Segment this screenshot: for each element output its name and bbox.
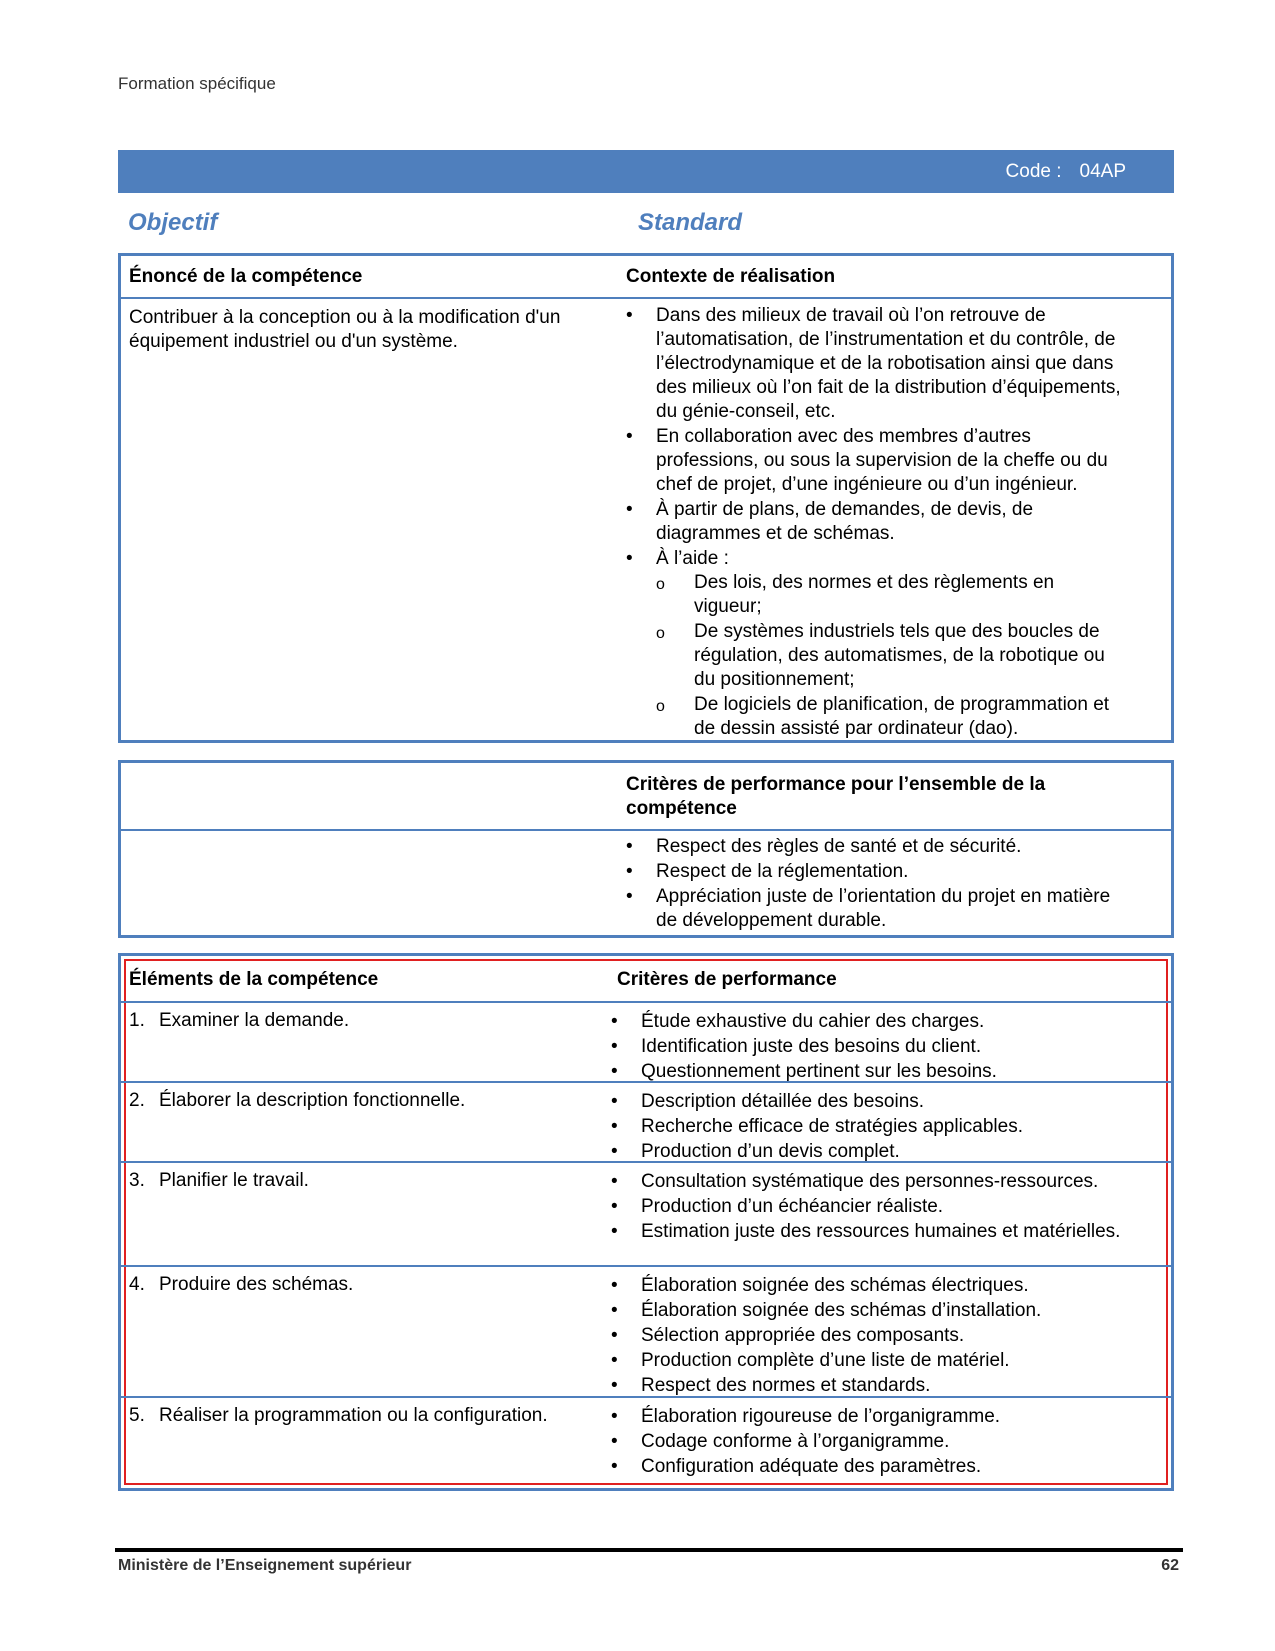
list-item: • Consultation systématique des personnes-ressources. — [611, 1170, 1131, 1194]
footer-ministry: Ministère de l’Enseignement supérieur — [118, 1557, 412, 1574]
enonce-header: Énoncé de la compétence — [129, 266, 363, 287]
criteria-list — [611, 1274, 1131, 1399]
list-item: • Sélection appropriée des composants. — [611, 1324, 1131, 1348]
objectif-title: Objectif — [128, 209, 218, 236]
list-item: • Recherche efficace de stratégies applicables. — [611, 1115, 1131, 1139]
list-item: • Élaboration rigoureuse de l’organigramme. — [611, 1405, 1131, 1429]
elements-table — [118, 953, 1174, 1491]
elements-header: Éléments de la compétence — [129, 969, 379, 990]
criteres-ensemble-header: Critères de performance pour l’ensemble de la compétence — [626, 774, 1046, 819]
criteres-header: Critères de performance — [617, 969, 837, 990]
list-item: • Production d’un devis complet. — [611, 1140, 1131, 1164]
list-item: • Respect de la réglementation. — [626, 860, 1126, 884]
competence-table — [118, 253, 1174, 743]
list-item: • Respect des normes et standards. — [611, 1374, 1131, 1398]
list-item: • Estimation juste des ressources humaines et matérielles. — [611, 1220, 1131, 1244]
list-item: • Identification juste des besoins du client. — [611, 1035, 1131, 1059]
footer-rule — [115, 1548, 1183, 1552]
contexte-list — [626, 304, 1126, 742]
list-item: • Étude exhaustive du cahier des charges. — [611, 1010, 1131, 1034]
criteria-list — [611, 1010, 1131, 1085]
code-value: 04AP — [1079, 160, 1126, 182]
list-item: • À partir de plans, de demandes, de devis, de diagrammes et de schémas. — [626, 498, 1126, 546]
table1-divider — [121, 297, 1171, 299]
table3-divider — [121, 1001, 1171, 1003]
criteria-list — [611, 1170, 1131, 1245]
row-divider — [121, 1265, 1171, 1267]
list-item: • Description détaillée des besoins. — [611, 1090, 1131, 1114]
page-header: Formation spécifique — [118, 74, 276, 93]
sub-list-item: o Des lois, des normes et des règlements en vigueur; — [656, 571, 1126, 619]
sub-list-item: o De logiciels de planification, de programmation et de dessin assisté par ordinateur (dao). — [656, 693, 1126, 741]
row-divider — [121, 1161, 1171, 1163]
list-item — [626, 547, 1126, 741]
standard-title: Standard — [638, 209, 743, 236]
element-label: 5. Réaliser la programmation ou la configuration. — [129, 1405, 548, 1426]
aide-list — [656, 571, 1126, 741]
criteria-list — [611, 1090, 1131, 1165]
element-label: 3. Planifier le travail. — [129, 1170, 309, 1191]
list-item: • Questionnement pertinent sur les besoins. — [611, 1060, 1131, 1084]
section-titles — [128, 209, 743, 237]
list-item: • Production complète d’une liste de matériel. — [611, 1349, 1131, 1373]
list-item: • Élaboration soignée des schémas électriques. — [611, 1274, 1131, 1298]
element-label: 1. Examiner la demande. — [129, 1010, 350, 1031]
list-item: • Élaboration soignée des schémas d’installation. — [611, 1299, 1131, 1323]
contexte-header: Contexte de réalisation — [626, 266, 836, 287]
list-item: • Respect des règles de santé et de sécurité. — [626, 835, 1126, 859]
list-item: • En collaboration avec des membres d’autres professions, ou sous la supervision de la cheffe ou du chef de projet, d’une ingénieure ou d’un ingénieur. — [626, 425, 1126, 497]
list-item: • Dans des milieux de travail où l’on retrouve de l’automatisation, de l’instrumentation et du contrôle, de l’électrodynamique et de la robotisation ainsi que dans des milieux où l’on fait de la distribution d’équipements, du génie-conseil, etc. — [626, 304, 1126, 424]
list-item: • Codage conforme à l’organigramme. — [611, 1430, 1131, 1454]
list-item: • Appréciation juste de l’orientation du projet en matière de développement durable. — [626, 885, 1126, 933]
aide-label: À l’aide : — [656, 548, 729, 569]
element-label: 2. Élaborer la description fonctionnelle. — [129, 1090, 466, 1111]
code-banner — [118, 150, 1174, 193]
element-label: 4. Produire des schémas. — [129, 1274, 354, 1295]
code-label: Code : — [1005, 160, 1062, 182]
list-item: • Configuration adéquate des paramètres. — [611, 1455, 1131, 1479]
row-divider — [121, 1396, 1171, 1398]
criteres-ensemble-table — [118, 760, 1174, 938]
table2-divider — [121, 829, 1171, 831]
sub-list-item: o De systèmes industriels tels que des boucles de régulation, des automatismes, de la robotique ou du positionnement; — [656, 620, 1126, 692]
criteres-ensemble-list — [626, 835, 1126, 934]
list-item: • Production d’un échéancier réaliste. — [611, 1195, 1131, 1219]
row-divider — [121, 1081, 1171, 1083]
page-number: 62 — [1161, 1557, 1179, 1574]
criteria-list — [611, 1405, 1131, 1480]
enonce-text: Contribuer à la conception ou à la modification d'un équipement industriel ou d'un système. — [129, 307, 561, 352]
